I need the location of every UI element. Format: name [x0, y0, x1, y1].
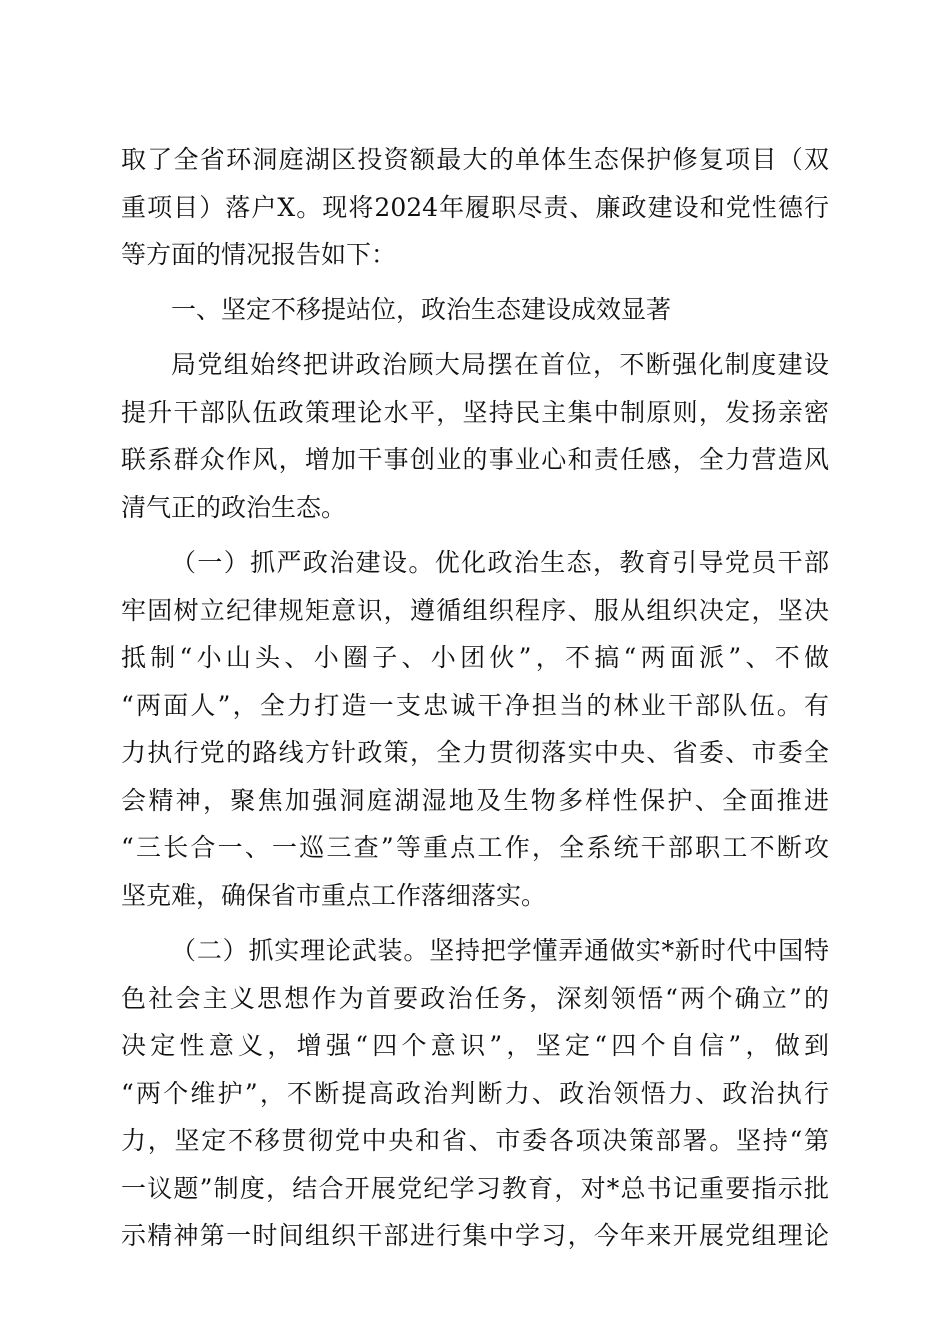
subsection-2-line-2: 色社会主义思想作为首要政治任务，深刻领悟“两个确立”的 [121, 984, 829, 1013]
subsection-2-line-1: （二）抓实理论武装。坚持把学懂弄通做实*新时代中国特 [171, 936, 829, 965]
subsection-1-line-8: 坚克难，确保省市重点工作落细落实。 [121, 881, 547, 910]
section-1-line-4: 清气正的政治生态。 [121, 493, 347, 522]
subsection-2-line-3: 决定性意义，增强“四个意识”，坚定“四个自信”，做到 [121, 1031, 829, 1060]
subsection-1-line-7: “三长合一、一巡三查”等重点工作，全系统干部职工不断攻 [121, 833, 829, 862]
subsection-2-line-4: “两个维护”，不断提高政治判断力、政治领悟力、政治执行 [121, 1079, 829, 1108]
subsection-2-line-7: 示精神第一时间组织干部进行集中学习，今年来开展党组理论 [121, 1221, 829, 1250]
section-1-line-3: 联系群众作风，增加干事创业的事业心和责任感，全力营造风 [121, 445, 829, 474]
subsection-2-line-6: 一议题”制度，结合开展党纪学习教育，对*总书记重要指示批 [121, 1174, 829, 1203]
section-1-line-1: 局党组始终把讲政治顾大局摆在首位，不断强化制度建设 [171, 350, 829, 379]
subsection-2-line-5: 力，坚定不移贯彻党中央和省、市委各项决策部署。坚持“第 [121, 1126, 829, 1155]
subsection-1-line-4: “两面人”，全力打造一支忠诚干净担当的林业干部队伍。有 [121, 691, 829, 720]
subsection-1-line-6: 会精神，聚焦加强洞庭湖湿地及生物多样性保护、全面推进 [121, 786, 829, 815]
intro-line-1: 取了全省环洞庭湖区投资额最大的单体生态保护修复项目（双 [121, 145, 829, 174]
subsection-1-line-2: 牢固树立纪律规矩意识，遵循组织程序、服从组织决定，坚决 [121, 596, 829, 625]
intro-line-3: 等方面的情况报告如下： [121, 240, 397, 269]
subsection-1-line-1: （一）抓严政治建设。优化政治生态，教育引导党员干部 [171, 548, 829, 577]
intro-line-2: 重项目）落户X。现将2024年履职尽责、廉政建设和党性德行 [121, 193, 829, 222]
subsection-1-line-5: 力执行党的路线方针政策，全力贯彻落实中央、省委、市委全 [121, 738, 829, 767]
section-1-line-2: 提升干部队伍政策理论水平，坚持民主集中制原则，发扬亲密 [121, 398, 829, 427]
subsection-1-line-3: 抵制“小山头、小圈子、小团伙”，不搞“两面派”、不做 [121, 643, 829, 672]
section-1-heading: 一、坚定不移提站位，政治生态建设成效显著 [171, 295, 672, 324]
